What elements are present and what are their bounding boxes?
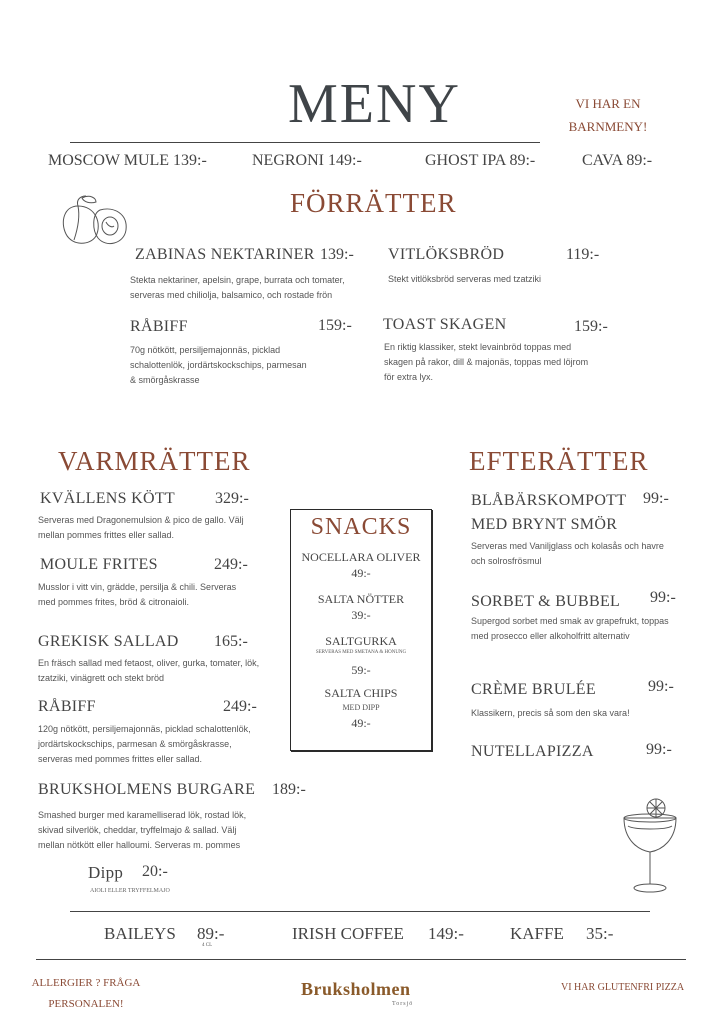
drink-baileys-price: 89:- <box>197 924 225 943</box>
item-price-moule-frites: 249:- <box>214 556 248 573</box>
drink-moscow-mule: MOSCOW MULE 139:- <box>48 152 207 169</box>
allergy-note: ALLERGIER ? FRÅGA PERSONALEN! <box>31 977 141 1010</box>
item-desc-rabiff-main: 120g nötkött, persiljemajonnäs, picklad schalottenlök, jordärtskockschips, parmesan & smörgåskrasse, serveras med pommes frittes eller sallad. <box>38 724 251 764</box>
item-name-nutellapizza: NUTELLAPIZZA <box>471 743 594 760</box>
snack-name-nocellara-oliver: NOCELLARA OLIVER <box>301 550 421 564</box>
snack-price-salta-chips: 49:- <box>351 716 371 730</box>
item-price-rabiff-main: 249:- <box>223 698 257 715</box>
header-rule <box>70 142 540 143</box>
item-price-grekisk-sallad: 165:- <box>214 633 248 650</box>
item-name-zabinas-nektariner: ZABINAS NEKTARINER <box>135 246 315 263</box>
drink-cava: CAVA 89:- <box>582 152 653 169</box>
drink-baileys-note: 4 CL <box>202 943 213 948</box>
snack-note-saltgurka: SERVERAS MED SMETANA & HONUNG <box>315 650 407 655</box>
section-title-forratter: FÖRRÄTTER <box>290 188 457 218</box>
item-price-sorbet-bubbel: 99:- <box>650 589 676 606</box>
snack-price-salta-notter: 39:- <box>351 608 371 622</box>
kids-menu-note: VI HAR EN BARNMENY! <box>568 96 648 134</box>
item-name-creme-brulee: CRÈME BRULÉE <box>471 681 596 698</box>
item-desc-creme-brulee: Klassikern, precis så som den ska vara! <box>471 708 630 718</box>
item-price-vitloksbrod: 119:- <box>566 246 600 263</box>
snack-price-saltgurka: 59:- <box>351 663 371 677</box>
snack-name-saltgurka: SALTGURKA <box>325 634 397 648</box>
snacks-box <box>290 509 432 751</box>
item-price-rabiff-starter: 159:- <box>318 317 352 334</box>
item-desc-bruksholmens-burgare: Smashed burger med karamelliserad lök, rostad lök, skivad silverlök, cheddar, tryffelmajo & sallad. Välj mellan nötkött eller halloumi. Serveras m. pommes <box>38 810 247 850</box>
item-price-bruksholmens-burgare: 189:- <box>272 781 306 798</box>
item-price-creme-brulee: 99:- <box>648 678 674 695</box>
section-title-efteratter: EFTERÄTTER <box>469 446 649 476</box>
section-title-snacks: SNACKS <box>310 514 412 540</box>
item-name-moule-frites: MOULE FRITES <box>40 556 158 573</box>
item-name-rabiff-starter: RÅBIFF <box>130 318 188 335</box>
item-name-rabiff-main: RÅBIFF <box>38 698 96 715</box>
item-desc-rabiff-starter: 70g nötkött, persiljemajonnäs, picklad schalottenlök, jordärtskockschips, parmesan & smörgåskrasse <box>130 345 307 385</box>
drink-kaffe-name: KAFFE <box>510 924 564 943</box>
item-desc-toast-skagen: En riktig klassiker, stekt levainbröd toppas med skagen på rakor, dill & majonäs, toppas med löjrom för extra lyx. <box>384 342 589 382</box>
item-desc-blabarskompott: Serveras med Vaniljglass och kolasås och havre och solrosfrösmul <box>471 541 664 566</box>
drink-negroni: NEGRONI 149:- <box>252 152 362 169</box>
snack-price-nocellara-oliver: 49:- <box>351 566 371 580</box>
bottom-rule-top <box>70 911 650 912</box>
item-price-zabinas-nektariner: 139:- <box>320 246 354 263</box>
drink-kaffe-price: 35:- <box>586 924 614 943</box>
drink-baileys-name: BAILEYS <box>104 924 176 943</box>
item-desc-zabinas-nektariner: Stekta nektariner, apelsin, grape, burrata och tomater, serveras med chiliolja, balsamico, och rostade frön <box>130 275 345 300</box>
item-desc-moule-frites: Musslor i vitt vin, grädde, persilja & chili. Serveras med pommes frites, bröd & citronaioli. <box>38 582 237 607</box>
item-desc-dipp: AIOLI ELLER TRYFFELMAJO <box>90 888 170 894</box>
cocktail-glass-icon <box>618 796 682 896</box>
item-desc-grekisk-sallad: En fräsch sallad med fetaost, oliver, gurka, tomater, lök, tzatziki, vinägrett och stekt bröd <box>38 658 260 683</box>
item-name-kvallens-kott: KVÄLLENS KÖTT <box>40 490 175 507</box>
brand-subtitle: Torsjö <box>392 1001 414 1007</box>
item-name-dipp: Dipp <box>88 863 124 882</box>
item-name-blabarskompott: BLÅBÄRSKOMPOTT <box>471 492 627 509</box>
item-price-nutellapizza: 99:- <box>646 741 672 758</box>
item-desc-vitloksbrod: Stekt vitlöksbröd serveras med tzatziki <box>388 274 542 284</box>
gluten-free-note: VI HAR GLUTENFRI PIZZA <box>561 982 685 993</box>
item-name-sorbet-bubbel: SORBET & BUBBEL <box>471 593 621 610</box>
drink-ghost-ipa: GHOST IPA 89:- <box>425 152 536 169</box>
peach-illustration-icon <box>56 192 136 250</box>
item-price-blabarskompott: 99:- <box>643 490 669 507</box>
snack-name-salta-notter: SALTA NÖTTER <box>317 592 405 606</box>
item-desc-sorbet-bubbel: Supergod sorbet med smak av grapefrukt, toppas med prosecco eller alkoholfritt alternativ <box>471 616 669 641</box>
brand-logo: Bruksholmen <box>301 979 411 999</box>
item-name-vitloksbrod: VITLÖKSBRÖD <box>388 246 505 263</box>
bottom-rule-bottom <box>36 959 686 960</box>
item-price-toast-skagen: 159:- <box>574 318 608 335</box>
item-name-grekisk-sallad: GREKISK SALLAD <box>38 633 179 650</box>
item-name-toast-skagen: TOAST SKAGEN <box>383 316 507 333</box>
item-desc-kvallens-kott: Serveras med Dragonemulsion & pico de gallo. Välj mellan pommes frittes eller sallad. <box>38 515 244 540</box>
item-name-bruksholmens-burgare: BRUKSHOLMENS BURGARE <box>38 781 256 798</box>
item-price-dipp: 20:- <box>142 863 168 880</box>
snack-name-salta-chips: SALTA CHIPS <box>324 686 398 700</box>
section-title-varmratter: VARMRÄTTER <box>58 446 251 476</box>
snack-note-salta-chips: MED DIPP <box>342 703 380 712</box>
item-name-blabarskompott-line2: MED BRYNT SMÖR <box>471 516 618 533</box>
item-price-kvallens-kott: 329:- <box>215 490 249 507</box>
drink-irish-coffee-name: IRISH COFFEE <box>292 924 404 943</box>
page-title: MENY <box>288 73 461 135</box>
drink-irish-coffee-price: 149:- <box>428 924 464 943</box>
